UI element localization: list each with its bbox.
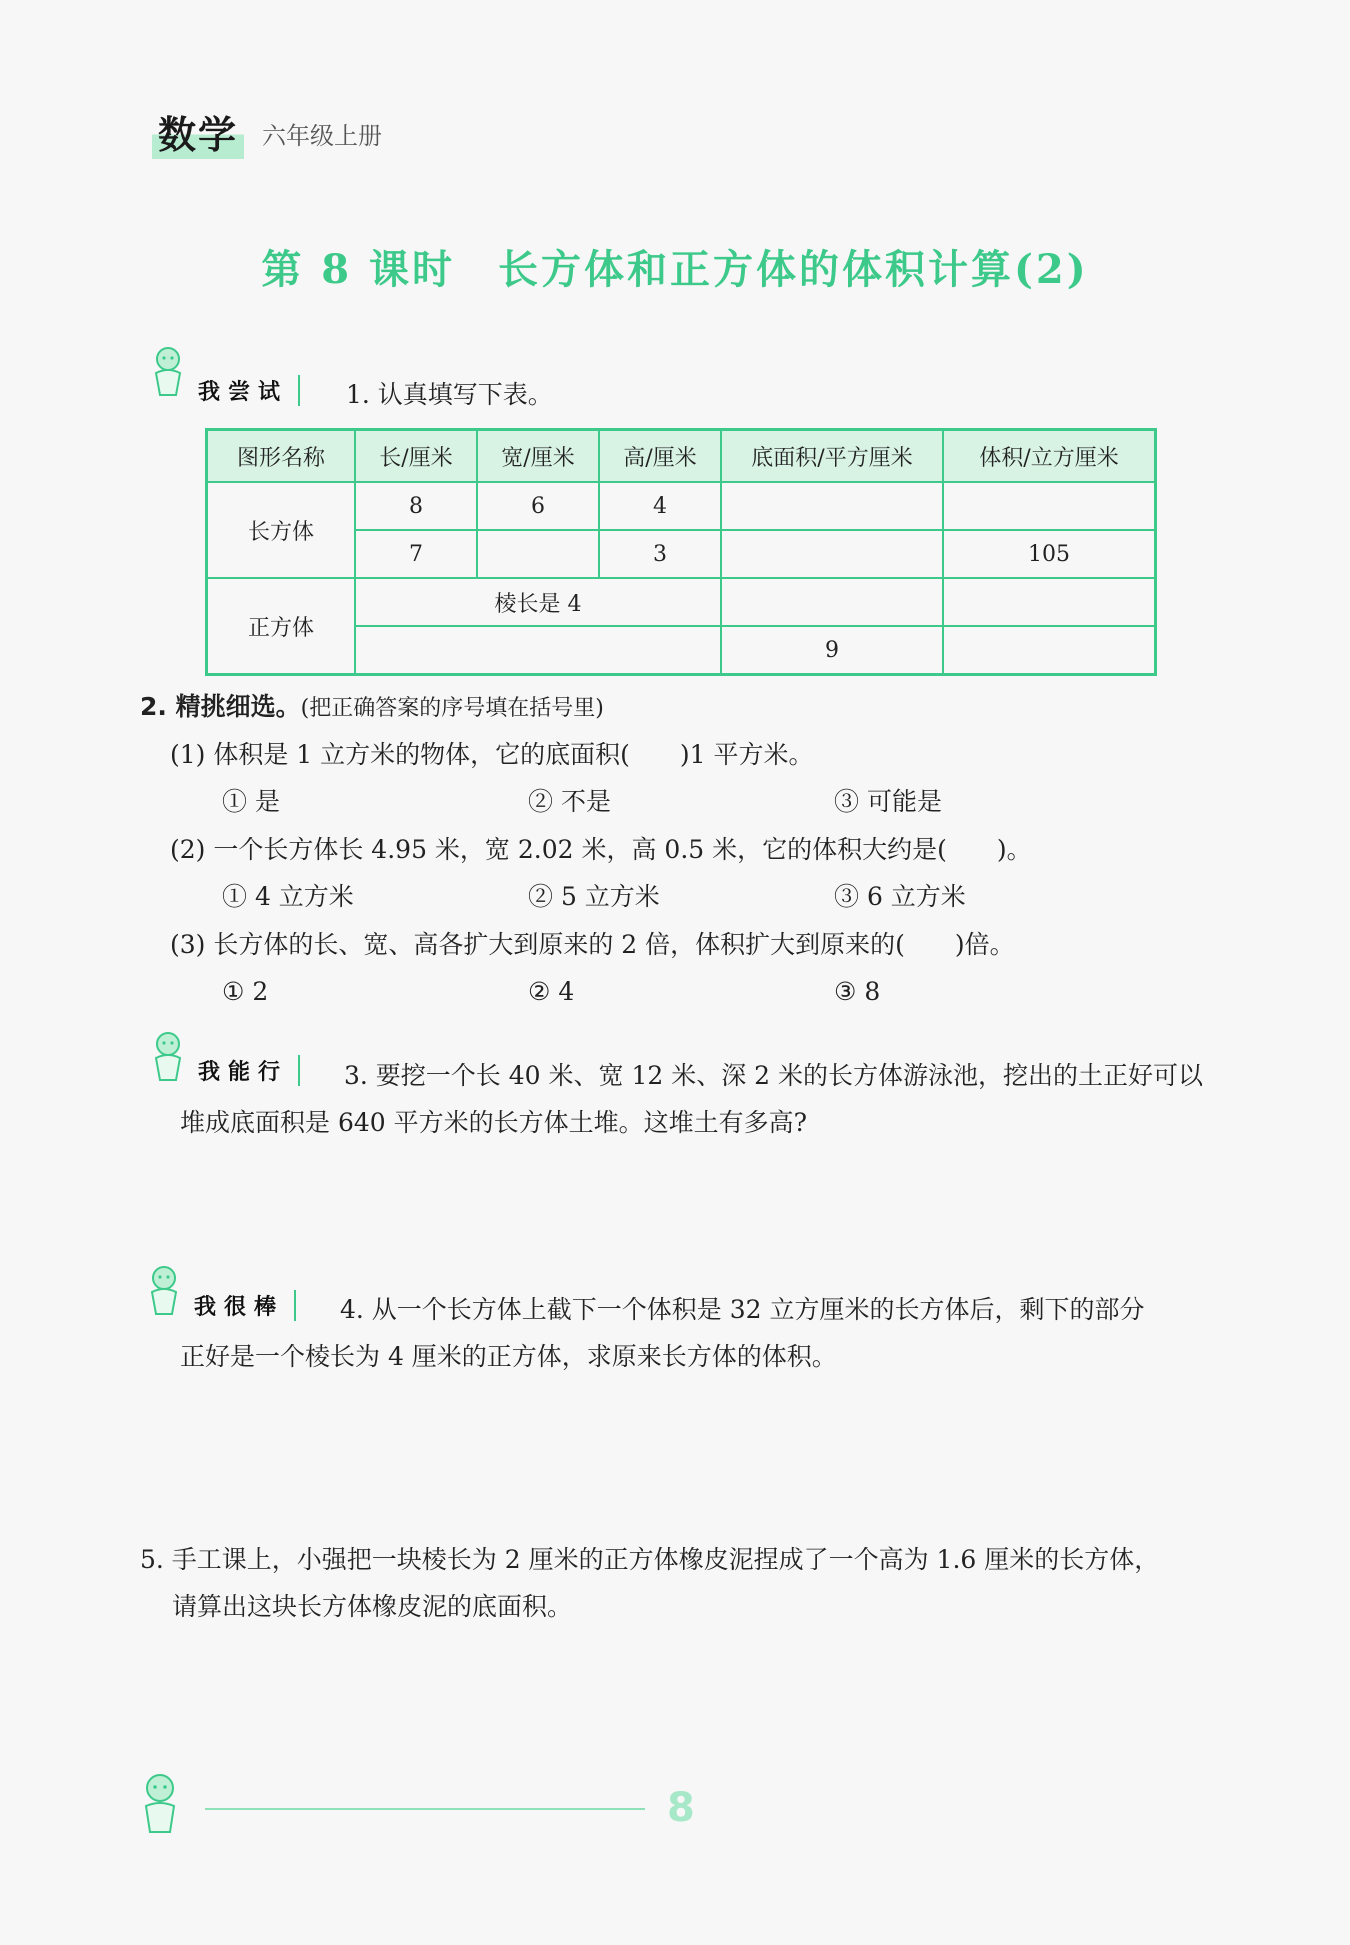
q2-option[interactable]: ② 不是 xyxy=(528,787,611,816)
table-cell: 7 xyxy=(355,530,477,578)
table-cell: 4 xyxy=(599,482,721,530)
mascot-icon xyxy=(146,345,190,403)
subject-title: 数学 xyxy=(152,104,244,159)
footer-mascot-icon xyxy=(136,1770,192,1840)
q2-option[interactable]: ③ 8 xyxy=(834,977,881,1006)
q2-option[interactable]: ③ 6 立方米 xyxy=(834,882,966,911)
answer-cell[interactable] xyxy=(943,482,1156,530)
q5-line2: 请算出这块长方体橡皮泥的底面积。 xyxy=(172,1592,573,1621)
header-cell: 底面积/平方厘米 xyxy=(721,430,943,483)
section-try-label: 我尝试 xyxy=(198,375,300,406)
header-cell: 长/厘米 xyxy=(355,430,477,483)
row-label-cuboid: 长方体 xyxy=(207,482,356,578)
header-cell: 体积/立方厘米 xyxy=(943,430,1156,483)
mascot-icon xyxy=(142,1264,186,1322)
q2-title: 2. 精挑细选。 xyxy=(140,692,301,721)
table-cell: 105 xyxy=(943,530,1156,578)
q5-line1: 5. 手工课上，小强把一块棱长为 2 厘米的正方体橡皮泥捏成了一个高为 1.6 厘米的长方体， xyxy=(140,1545,1160,1574)
table-cell: 3 xyxy=(599,530,721,578)
q2-option[interactable]: ② 5 立方米 xyxy=(528,882,660,911)
grade-label: 六年级上册 xyxy=(262,122,382,150)
q2-heading xyxy=(140,684,604,732)
table-cell: 棱长是 4 xyxy=(355,578,721,626)
table-cell: 6 xyxy=(477,482,599,530)
answer-cell[interactable] xyxy=(721,482,943,530)
q2-option[interactable]: ③ 可能是 xyxy=(834,787,942,816)
q2-option[interactable]: ① 2 xyxy=(222,977,269,1006)
row-label-cube: 正方体 xyxy=(207,578,356,675)
answer-cell[interactable] xyxy=(355,626,721,675)
table-header-row xyxy=(207,430,1156,483)
answer-cell[interactable] xyxy=(477,530,599,578)
q2-option[interactable]: ① 是 xyxy=(222,787,280,816)
answer-cell[interactable] xyxy=(721,578,943,626)
mascot-icon xyxy=(146,1030,190,1088)
q4-line2: 正好是一个棱长为 4 厘米的正方体，求原来长方体的体积。 xyxy=(180,1342,837,1371)
table-row xyxy=(207,578,1156,626)
answer-cell[interactable] xyxy=(721,530,943,578)
q3-line1: 3. 要挖一个长 40 米、宽 12 米、深 2 米的长方体游泳池，挖出的土正好可以 xyxy=(344,1061,1204,1090)
header-cell: 图形名称 xyxy=(207,430,356,483)
table-cell: 9 xyxy=(721,626,943,675)
lesson-title: 第 8 课时 长方体和正方体的体积计算(2) xyxy=(261,246,1089,293)
header-cell: 宽/厘米 xyxy=(477,430,599,483)
q2-note: (把正确答案的序号填在括号里) xyxy=(300,696,604,721)
q1-table xyxy=(205,428,1157,676)
answer-cell[interactable] xyxy=(943,578,1156,626)
q3-line2: 堆成底面积是 640 平方米的长方体土堆。这堆土有多高? xyxy=(180,1108,808,1137)
answer-cell[interactable] xyxy=(943,626,1156,675)
header-cell: 高/厘米 xyxy=(599,430,721,483)
table-row xyxy=(207,482,1156,530)
footer-divider xyxy=(205,1808,645,1810)
q2-option[interactable]: ① 4 立方米 xyxy=(222,882,354,911)
q2-item-stem: (3) 长方体的长、宽、高各扩大到原来的 2 倍，体积扩大到原来的( )倍。 xyxy=(170,930,1015,959)
table-cell: 8 xyxy=(355,482,477,530)
section-can-label: 我能行 xyxy=(198,1055,300,1086)
section-great-label: 我很棒 xyxy=(194,1290,296,1321)
q1-text: 1. 认真填写下表。 xyxy=(346,380,553,409)
q4-line1: 4. 从一个长方体上截下一个体积是 32 立方厘米的长方体后，剩下的部分 xyxy=(340,1295,1145,1324)
q2-option[interactable]: ② 4 xyxy=(528,977,575,1006)
q2-item-stem: (1) 体积是 1 立方米的物体，它的底面积( )1 平方米。 xyxy=(170,740,814,769)
q2-item-stem: (2) 一个长方体长 4.95 米，宽 2.02 米，高 0.5 米，它的体积大约是( )。 xyxy=(170,835,1032,864)
page-number: 8 xyxy=(667,1785,695,1831)
